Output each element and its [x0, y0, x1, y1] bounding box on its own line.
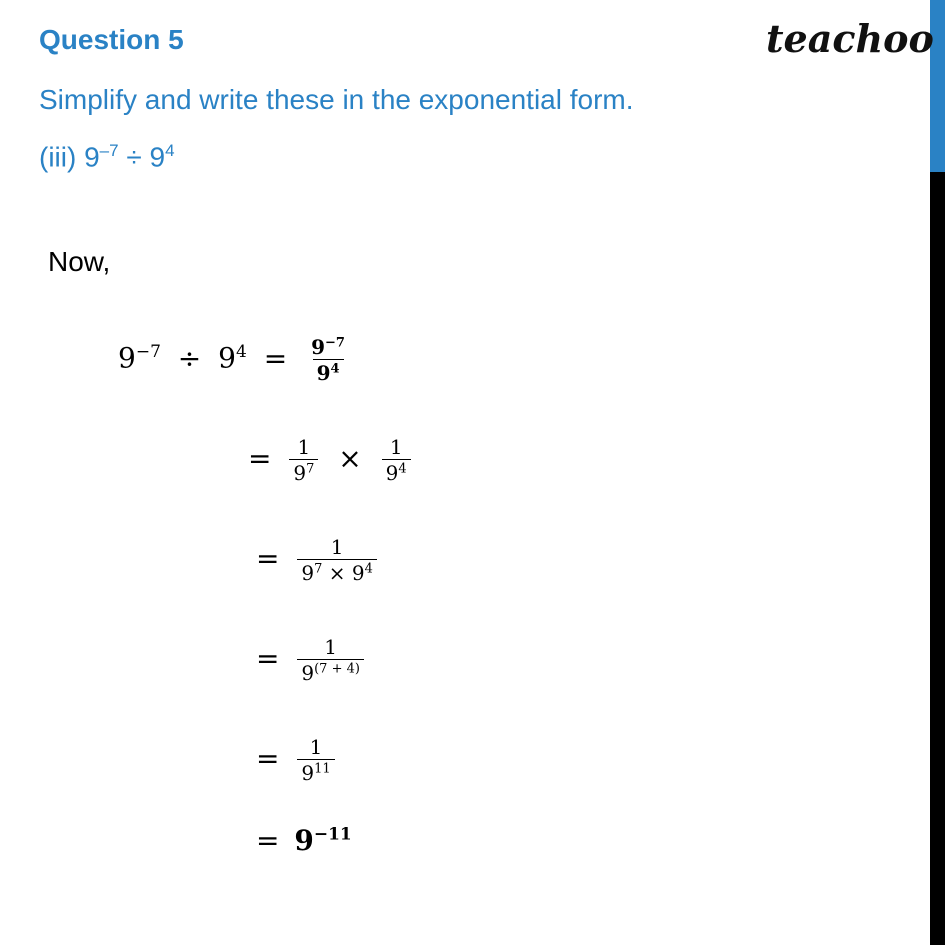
step4-equals: = — [256, 641, 280, 675]
step2-f2-den-exp: 4 — [398, 461, 407, 477]
step1-divide: ÷ — [177, 341, 202, 375]
final-answer — [294, 824, 351, 857]
step5-den-exp: 11 — [314, 761, 331, 777]
step3-den-exp1: 7 — [314, 561, 323, 577]
step3-num: 1 — [330, 535, 344, 559]
step3-fraction — [297, 537, 377, 583]
part-exponent-1: –7 — [99, 141, 119, 160]
step3-den-times: × — [328, 561, 346, 585]
step2-f2-num: 1 — [389, 435, 403, 459]
step1-exp2: 4 — [236, 342, 247, 363]
intro-text: Now, — [48, 246, 111, 277]
step1-equals: = — [263, 341, 288, 375]
step2-equals: = — [248, 441, 272, 475]
step2-f1-num: 1 — [297, 435, 311, 459]
step-3 — [256, 537, 380, 583]
part-label: (iii) 9 — [39, 141, 100, 173]
question-text: Simplify and write these in the exponential form. — [39, 84, 634, 115]
step2-fraction-2 — [382, 437, 411, 483]
step1-fraction — [307, 337, 349, 383]
step1-den-base: 9 — [316, 361, 331, 385]
step5-equals: = — [256, 741, 280, 775]
part-exponent-2: 4 — [165, 141, 175, 160]
step5-den-base: 9 — [301, 761, 315, 785]
step-1 — [118, 337, 352, 383]
step-2 — [248, 437, 414, 483]
step4-den-exp: (7 + 4) — [314, 661, 360, 677]
step2-f1-den-exp: 7 — [306, 461, 315, 477]
step1-num-base: 9 — [311, 335, 326, 359]
step6-exp: −11 — [313, 824, 352, 845]
question-part — [39, 141, 175, 173]
step3-den-base2: 9 — [351, 561, 365, 585]
step1-base1: 9 — [118, 341, 136, 375]
step2-fraction-1 — [289, 437, 318, 483]
step1-base2: 9 — [218, 341, 236, 375]
step1-exp1: −7 — [135, 342, 161, 363]
question-title: Question 5 — [39, 24, 184, 55]
step3-equals: = — [256, 541, 280, 575]
step5-fraction — [297, 737, 334, 783]
step2-f1-den-base: 9 — [293, 461, 307, 485]
step4-num: 1 — [324, 635, 338, 659]
step5-num: 1 — [309, 735, 323, 759]
step-6 — [256, 824, 352, 857]
step4-fraction — [297, 637, 364, 683]
step2-times: × — [338, 441, 362, 475]
step3-den-base1: 9 — [301, 561, 315, 585]
part-operator: ÷ 9 — [118, 141, 166, 173]
step3-den-exp2: 4 — [364, 561, 373, 577]
step4-den-base: 9 — [301, 661, 315, 685]
step2-f2-den-base: 9 — [385, 461, 399, 485]
teachoo-logo: teachoo — [766, 16, 934, 61]
step-5 — [256, 737, 338, 783]
step6-base: 9 — [294, 824, 314, 857]
step6-equals: = — [256, 824, 280, 857]
step1-den-exp: 4 — [330, 361, 340, 377]
step1-num-exp: −7 — [325, 335, 345, 351]
step-4 — [256, 637, 367, 683]
